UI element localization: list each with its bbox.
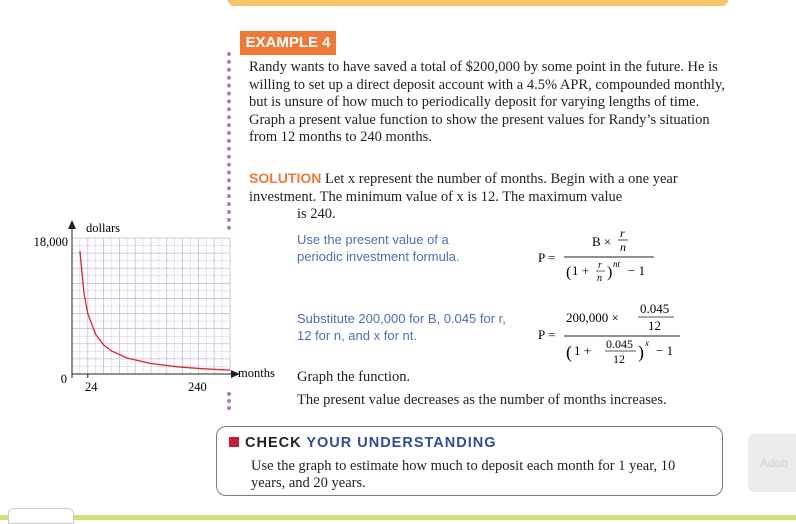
x-tick-label-240: 240 [188,380,207,394]
page-tab[interactable] [8,508,74,524]
formula-substituted [530,296,700,376]
formula2-exp: x [645,338,649,348]
formula2-one-plus: 1 + [574,343,592,358]
check-your-understanding-box [216,426,723,496]
solution-text-2: is 240. [297,206,336,222]
dotted-margin-line [227,52,235,230]
red-square-icon [229,437,239,447]
note-present-value: Use the present value of a periodic investment formula. [297,232,460,264]
formula1-r2: r [598,260,602,271]
chart-grid [72,238,230,378]
x-axis-label: months [238,366,275,380]
formula2-minus-one: − 1 [656,343,674,358]
step-graph-function: Graph the function. [297,369,411,385]
check-title-a: CHECK [245,435,302,451]
formula2-lparen: ( [566,342,572,362]
present-value-curve [80,251,230,370]
formula1-lhs: P = [538,250,556,265]
x-tick-label-24: 24 [85,380,98,394]
solution-paragraph [249,170,729,224]
adobe-overlay-button[interactable]: Adob [748,434,796,492]
y-tick-label-zero: 0 [60,372,67,386]
y-tick-label-max: 18,000 [33,235,68,249]
formula1-r: r [620,226,625,240]
formula1-rparen: ) [607,264,613,281]
check-title-b: YOUR UNDERSTANDING [306,435,497,451]
formula1-n: n [620,240,626,254]
formula1-lparen: ( [566,264,572,281]
check-body: Use the graph to estimate how much to deposit each month for 1 year, 10 years, and 20 years. [251,458,676,491]
formula2-num: 200,000 × [566,310,619,325]
present-value-graph [30,218,290,396]
formula1-num: B × [592,234,612,249]
formula2-rate: 0.045 [640,301,670,316]
formula2-n2: 12 [613,352,625,366]
solution-text-1: Let x represent the number of months. Begin with a one year investment. The minimum value of x is 12. The maximum value [249,171,678,205]
solution-label: SOLUTION [249,170,322,186]
formula1-minus-one: − 1 [628,263,646,278]
y-axis-label: dollars [86,221,121,235]
bottom-accent-bar [0,515,796,520]
y-axis-arrow [68,220,76,229]
formula-present-value [530,220,660,288]
conclusion-text: The present value decreases as the number of months increases. [297,392,667,408]
formula1-n2: n [597,273,602,284]
example-tag: EXAMPLE 4 [240,31,336,55]
problem-text: Randy wants to have saved a total of $200,000 by some point in the future. He is willing to set up a direct deposit account with a 4.5% APR, compounded monthly, but is unsure of how much to periodically deposit for varying lengths of time. Graph a present value function to show the present values for Randy’s situation from 12 months to 240 months. [249,59,725,145]
formula2-lhs: P = [538,327,556,342]
formula1-one-plus: 1 + [572,263,590,278]
note-substitute: Substitute 200,000 for B, 0.045 for r, 12 for n, and x for nt. [297,311,506,343]
formula1-exp: nt [613,259,621,269]
check-title [229,435,496,451]
formula2-n: 12 [648,318,661,333]
formula2-rparen: ) [638,342,644,362]
top-accent-bar [228,0,728,6]
formula2-rate2: 0.045 [606,337,633,351]
